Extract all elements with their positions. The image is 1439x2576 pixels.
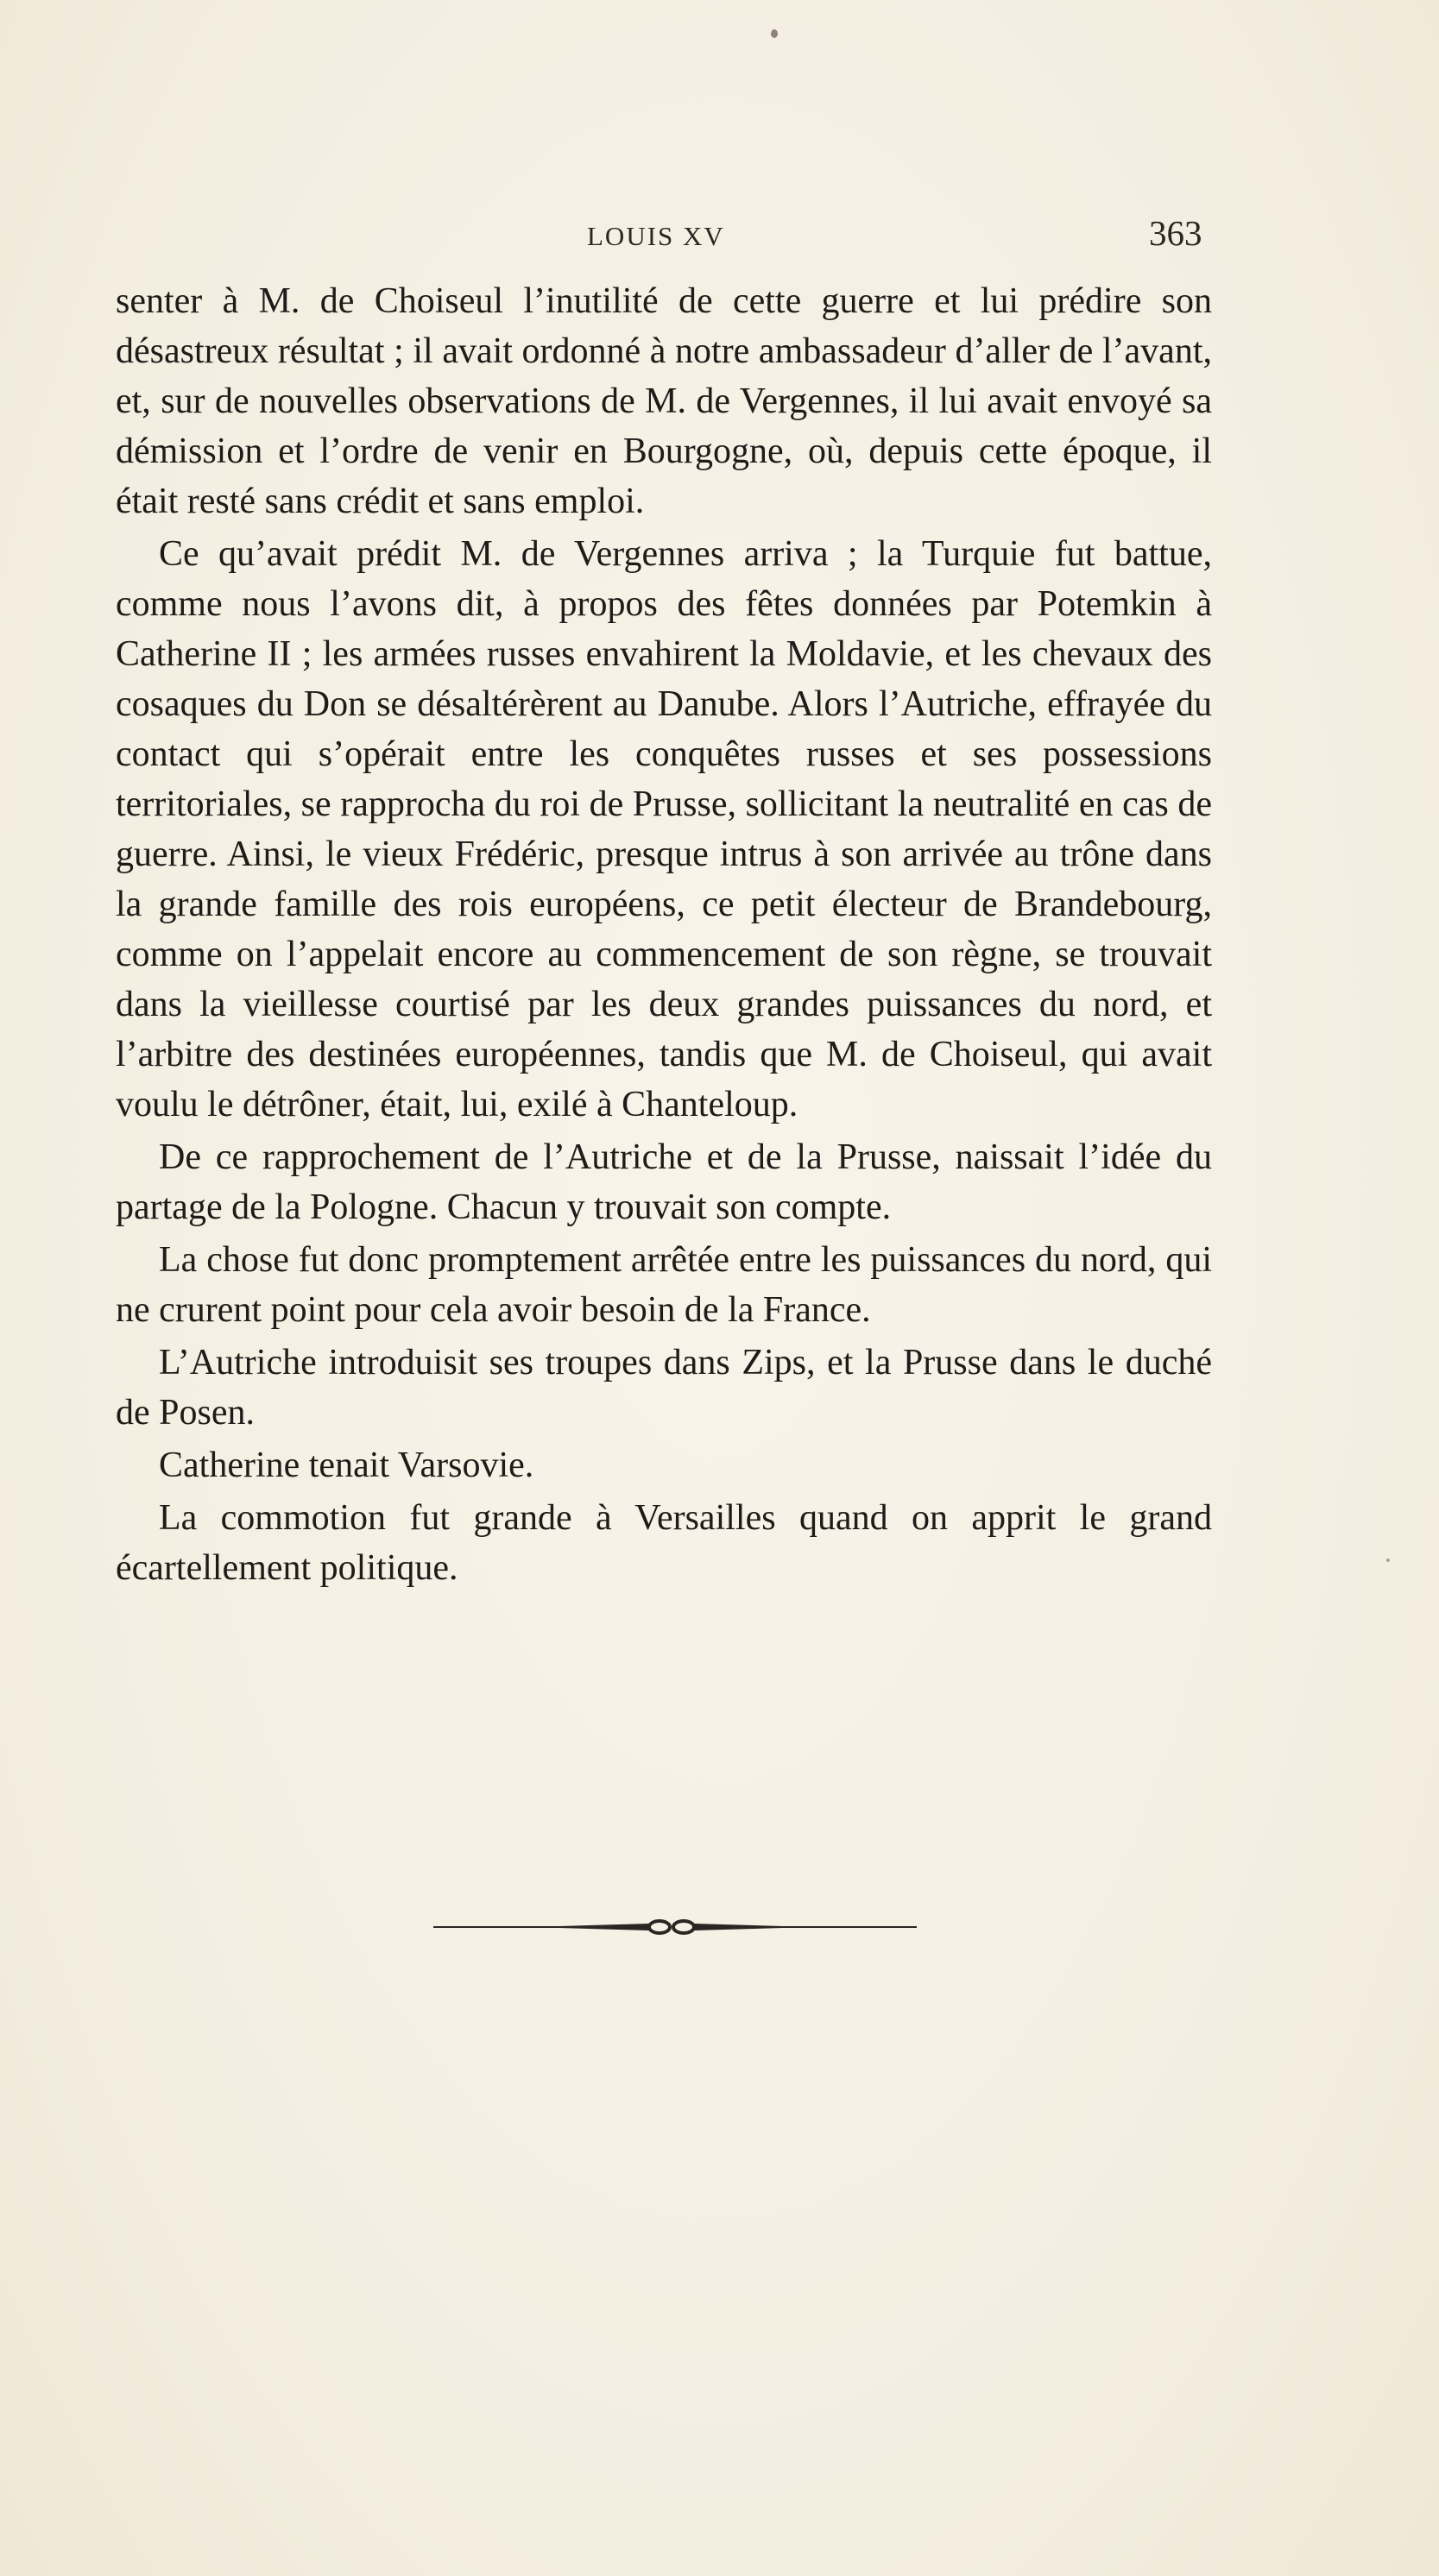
body-text <box>116 276 1212 1593</box>
paragraph: L’Autriche introduisit ses troupes dans Zips, et la Prusse dans le duché de Posen. <box>116 1343 1212 1433</box>
paragraph: De ce rapprochement de l’Autriche et de la Prusse, naissait l’idée du partage de la Pologne. Chacun y trouvait son compte. <box>116 1137 1212 1227</box>
ink-speck <box>771 29 778 38</box>
tailpiece-ornament-icon <box>433 1914 917 1940</box>
paragraph: La chose fut donc promptement arrêtée entre les puissances du nord, qui ne crurent point pour cela avoir besoin de la France. <box>116 1240 1212 1330</box>
paragraph: La commotion fut grande à Versailles quand on apprit le grand écartellement politique. <box>116 1498 1212 1588</box>
paragraph: Catherine tenait Varsovie. <box>159 1445 534 1485</box>
paragraph-continued: senter à M. de Choiseul l’inutilité de cette guerre et lui prédire son désastreux résultat ; il avait ordonné à notre ambassadeur d’aller de l’avant, et, sur de nouvelles observations de M. de Vergennes, il lui avait envoyé sa démission et l’ordre de venir en Bourgogne, où, depuis cette époque, il était resté sans crédit et sans emploi. <box>116 281 1212 521</box>
ink-speck <box>1386 1559 1390 1562</box>
paragraph: Ce qu’avait prédit M. de Vergennes arriva ; la Turquie fut battue, comme nous l’avons dit, à propos des fêtes données par Potemkin à Catherine II ; les armées russes envahirent la Moldavie, et les chevaux des cosaques du Don se désaltérèrent au Danube. Alors l’Autriche, effrayée du contact qui s’opérait entre les conquêtes russes et ses possessions territoriales, se rapprocha du roi de Prusse, sollicitant la neutralité en cas de guerre. Ainsi, le vieux Frédéric, presque intrus à son arrivée au trône dans la grande famille des rois européens, ce petit électeur de Brandebourg, comme on l’appelait encore au commencement de son règne, se trouvait dans la vieillesse courtisé par les deux grandes puissances du nord, et l’arbitre des destinées européennes, tandis que M. de Choiseul, qui avait voulu le détrôner, était, lui, exilé à Chanteloup. <box>116 534 1212 1124</box>
page-number: 363 <box>1149 213 1202 253</box>
running-head-title: LOUIS XV <box>587 221 725 251</box>
